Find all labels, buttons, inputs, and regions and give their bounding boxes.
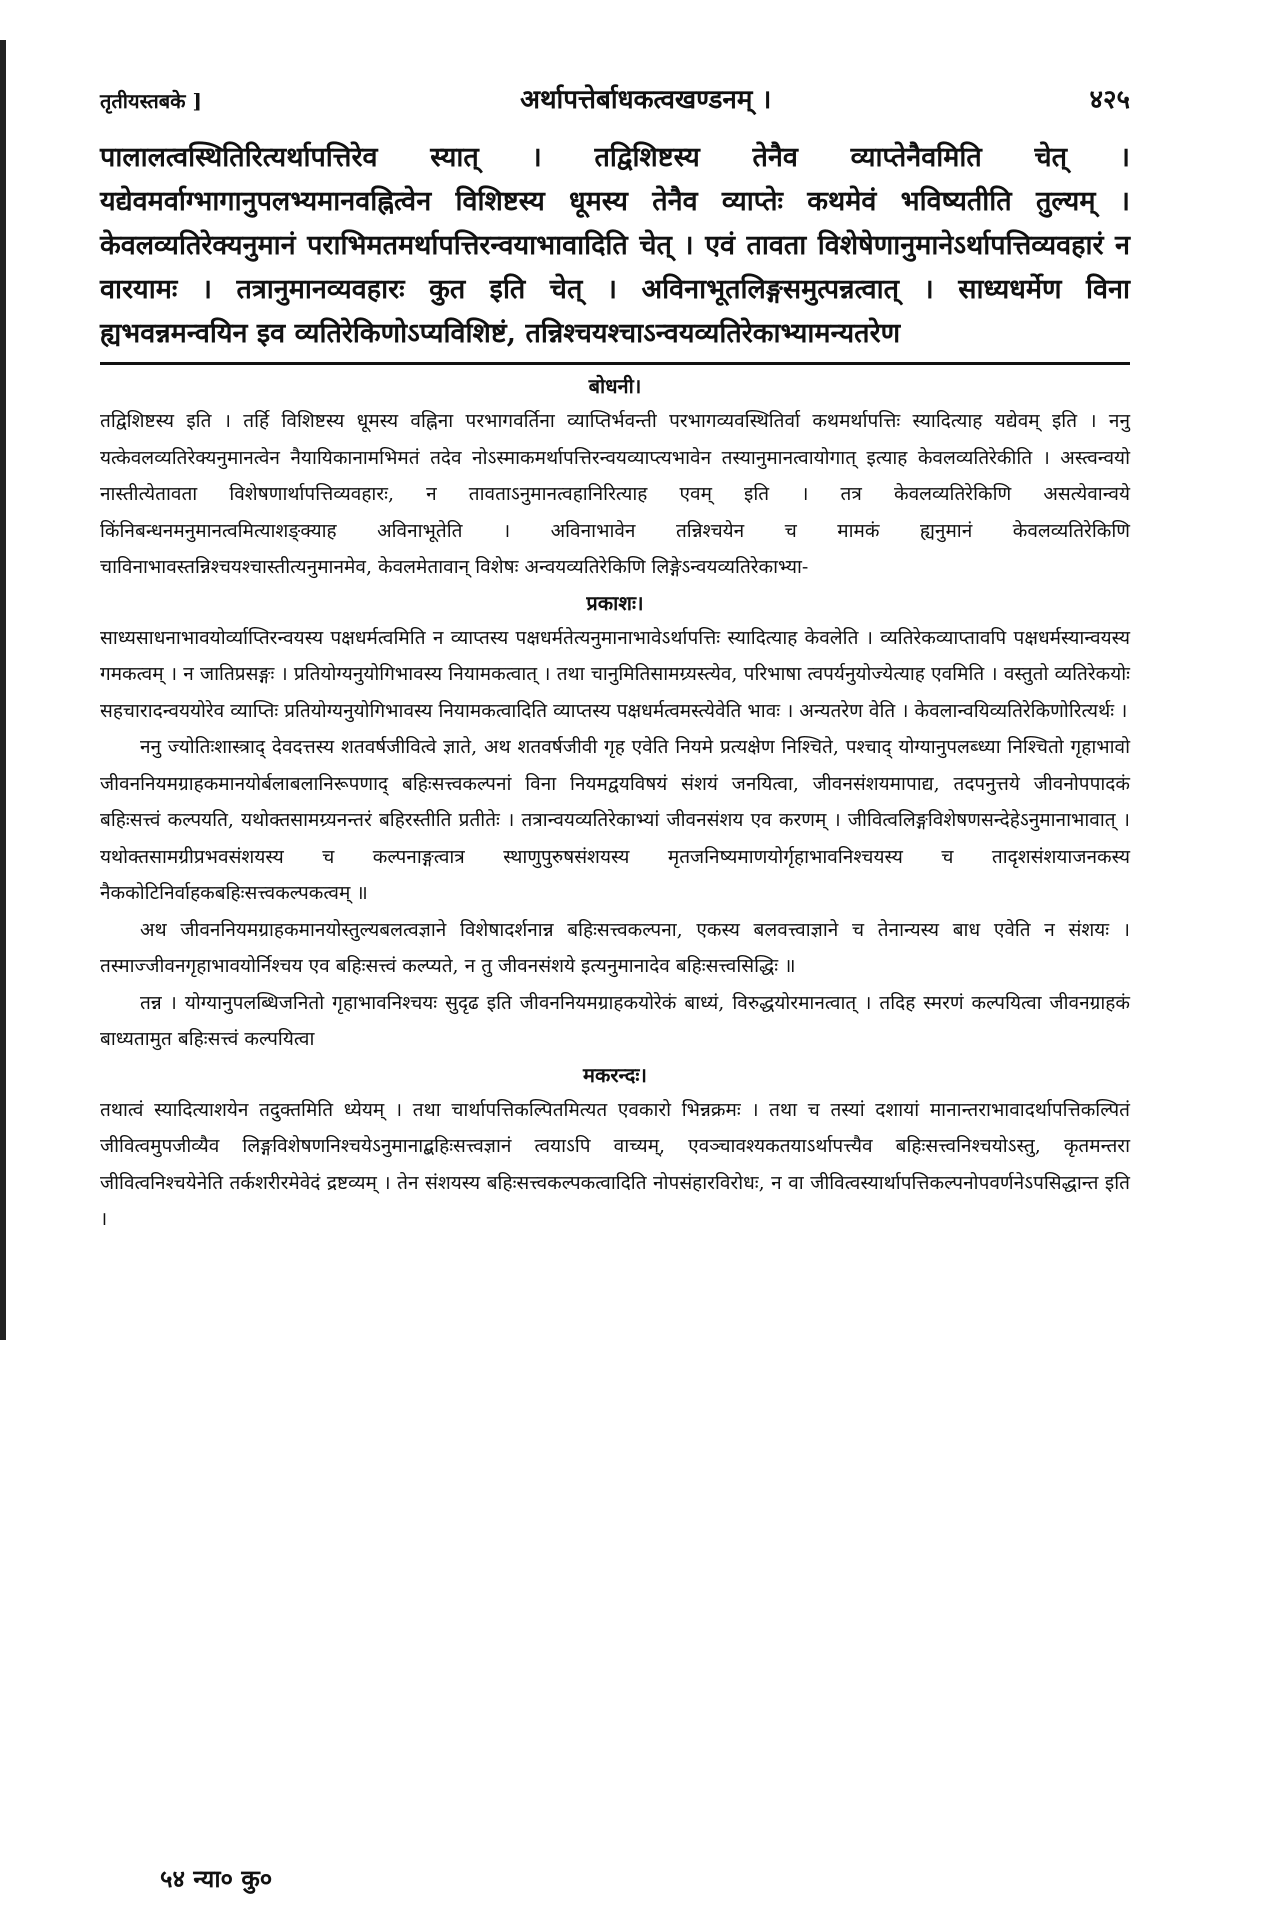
commentary-makaranda [100,1092,1130,1238]
page-number: ४२५ [1089,85,1130,115]
page-edge-bar [0,40,6,1340]
commentary-prakasha [100,620,1130,1058]
section-title-makaranda: मकरन्दः। [583,1062,647,1087]
paragraph: तद्विशिष्टस्य इति । तर्हि विशिष्टस्य धूमस्य वह्निना परभागवर्तिना व्याप्तिर्भवन्ती परभागव्यवस्थितिर्वा कथमर्थापत्तिः स्यादित्याह यद्येवम् इति । ननु यत्केवलव्यतिरेक्यनुमानत्वेन नैयायिकानामभिमतं तदेव नोऽस्माकमर्थापत्तिरन्वयव्याप्त्यभावेन तस्यानुमानत्वायोगात् इत्याह केवलव्यतिरेकीति । अस्त्वन्वयो नास्तीत्येतावता विशेषणार्थापत्तिव्यवहारः, न तावताऽनुमानत्वहानिरित्याह एवम् इति । तत्र केवलव्यतिरेकिणि असत्येवान्वये किंनिबन्धनमनुमानत्वमित्याशङ्क्याह अविनाभूतेति । अविनाभावेन तन्निश्चयेन च मामकं ह्यनुमानं केवलव्यतिरेकिणि चाविनाभावस्तन्निश्चयश्चास्तीत्यनुमानमेव, केवलमेतावान् विशेषः अन्वयव्यतिरेकिणि लिङ्गेऽन्वयव्यतिरेकाभ्या- [100,410,1130,578]
section-title-prakasha: प्रकाशः। [586,590,644,615]
paragraph: तन्न । योग्यानुपलब्धिजनितो गृहाभावनिश्चयः सुदृढ इति जीवननियमग्राहकयोरेकं बाध्यं, विरुद्धयोरमानत्वात् । तदिह स्मरणं कल्पयित्वा जीवनग्राहकं बाध्यतामुत बहिःसत्त्वं कल्पयित्वा [100,991,1130,1050]
header-title: अर्थापत्तेर्बाधकत्वखण्डनम् । [520,85,772,115]
divider-rule [100,362,1130,365]
paragraph: अथ जीवननियमग्राहकमानयोस्तुल्यबलत्वज्ञाने विशेषादर्शनान्न बहिःसत्त्वकल्पना, एकस्य बलवत्त्वाज्ञाने च तेनान्यस्य बाध एवेति न संशयः । तस्माज्जीवनगृहाभावयोर्निश्चय एव बहिःसत्त्वं कल्प्यते, न तु जीवनसंशये इत्यनुमानादेव बहिःसत्त्वसिद्धिः ॥ [100,918,1130,977]
paragraph: ननु ज्योतिःशास्त्राद् देवदत्तस्य शतवर्षजीवित्वे ज्ञाते, अथ शतवर्षजीवी गृह एवेति नियमे प्रत्यक्षेण निश्चिते, पश्चाद् योग्यानुपलब्ध्या निश्चितो गृहाभावो जीवननियमग्राहकमानयोर्बलाबलानिरूपणाद् बहिःसत्त्वकल्पनां विना नियमद्वयविषयं संशयं जनयित्वा, जीवनसंशयमापाद्य, तदपनुत्तये जीवनोपपादकं बहिःसत्त्वं कल्पयति, यथोक्तसामग्र्यनन्तरं बहिरस्तीति प्रतीतेः । तत्रान्वयव्यतिरेकाभ्यां जीवनसंशय एव करणम् । जीवित्वलिङ्गविशेषणसन्देहेऽनुमानाभावात् । यथोक्तसामग्रीप्रभवसंशयस्य च कल्पनाङ्गत्वात्र स्थाणुपुरुषसंशयस्य मृतजनिष्यमाणयोर्गृहाभावनिश्चयस्य च तादृशसंशयाजनकस्य नैककोटिनिर्वाहकबहिःसत्त्वकल्पकत्वम् ॥ [100,736,1130,904]
paragraph: साध्यसाधनाभावयोर्व्याप्तिरन्वयस्य पक्षधर्मत्वमिति न व्याप्तस्य पक्षधर्मतेत्यनुमानाभावेऽर्थापत्तिः स्यादित्याह केवलेति । व्यतिरेकव्याप्तावपि पक्षधर्मस्यान्वयस्य गमकत्वम् । न जातिप्रसङ्गः । प्रतियोग्यनुयोगिभावस्य नियामकत्वात् । तथा चानुमितिसामग्र्यस्त्येव, परिभाषा त्वपर्यनुयोज्येत्याह एवमिति । वस्तुतो व्यतिरेकयोः सहचारादन्वययोरेव व्याप्तिः प्रतियोग्यनुयोगिभावस्य नियामकत्वादिति व्याप्तस्य पक्षधर्मत्वमस्त्येवेति भावः । अन्यतरेण वेति । केवलान्वयिव्यतिरेकिणोरित्यर्थः । [100,626,1130,722]
main-text: पालालत्वस्थितिरित्यर्थापत्तिरेव स्यात् । तद्विशिष्टस्य तेनैव व्याप्तेनैवमिति चेत् । यद्येवमर्वाग्भागानुपलभ्यमानवह्नित्वेन विशिष्टस्य धूमस्य तेनैव व्याप्तेः कथमेवं भविष्यतीति तुल्यम् । केवलव्यतिरेक्यनुमानं पराभिमतमर्थापत्तिरन्वयाभावादिति चेत् । एवं तावता विशेषेणानुमानेऽर्थापत्तिव्यवहारं न वारयामः । तत्रानुमानव्यवहारः कुत इति चेत् । अविनाभूतलिङ्गसमुत्पन्नत्वात् । साध्यधर्मेण विना ह्यभवन्नमन्वयिन इव व्यतिरेकिणोऽप्यविशिष्टं, तन्निश्चयश्चाऽन्वयव्यतिरेकाभ्यामन्यतरेण [100,142,1130,349]
section-title-bodhani: बोधनी। [588,374,642,398]
page [100,80,1130,1238]
commentary-bodhani [100,403,1130,586]
paragraph: तथात्वं स्यादित्याशयेन तदुक्तमिति ध्येयम् । तथा चार्थापत्तिकल्पितमित्यत एवकारो भिन्नक्रमः । तथा च तस्यां दशायां मानान्तराभावादर्थापत्तिकल्पितं जीवित्वमुपजीव्यैव लिङ्गविशेषणनिश्चयेऽनुमानाद्बहिःसत्त्वज्ञानं त्वयाऽपि वाच्यम्, एवञ्चावश्यकतयाऽर्थापत्त्यैव बहिःसत्त्वनिश्चयोऽस्तु, कृतमन्तरा जीवित्वनिश्चयेनेति तर्कशरीरमेवेदं द्रष्टव्यम् । तेन संशयस्य बहिःसत्त्वकल्पकत्वादिति नोपसंहारविरोधः, न वा जीवित्वस्यार्थापत्तिकल्पनोपवर्णनेऽपसिद्धान्त इति । [100,1098,1130,1230]
running-header [100,80,1130,136]
signature-mark: ५४ न्या० कु० [160,1864,273,1893]
header-chapter: तृतीयस्तबके ] [100,89,202,113]
